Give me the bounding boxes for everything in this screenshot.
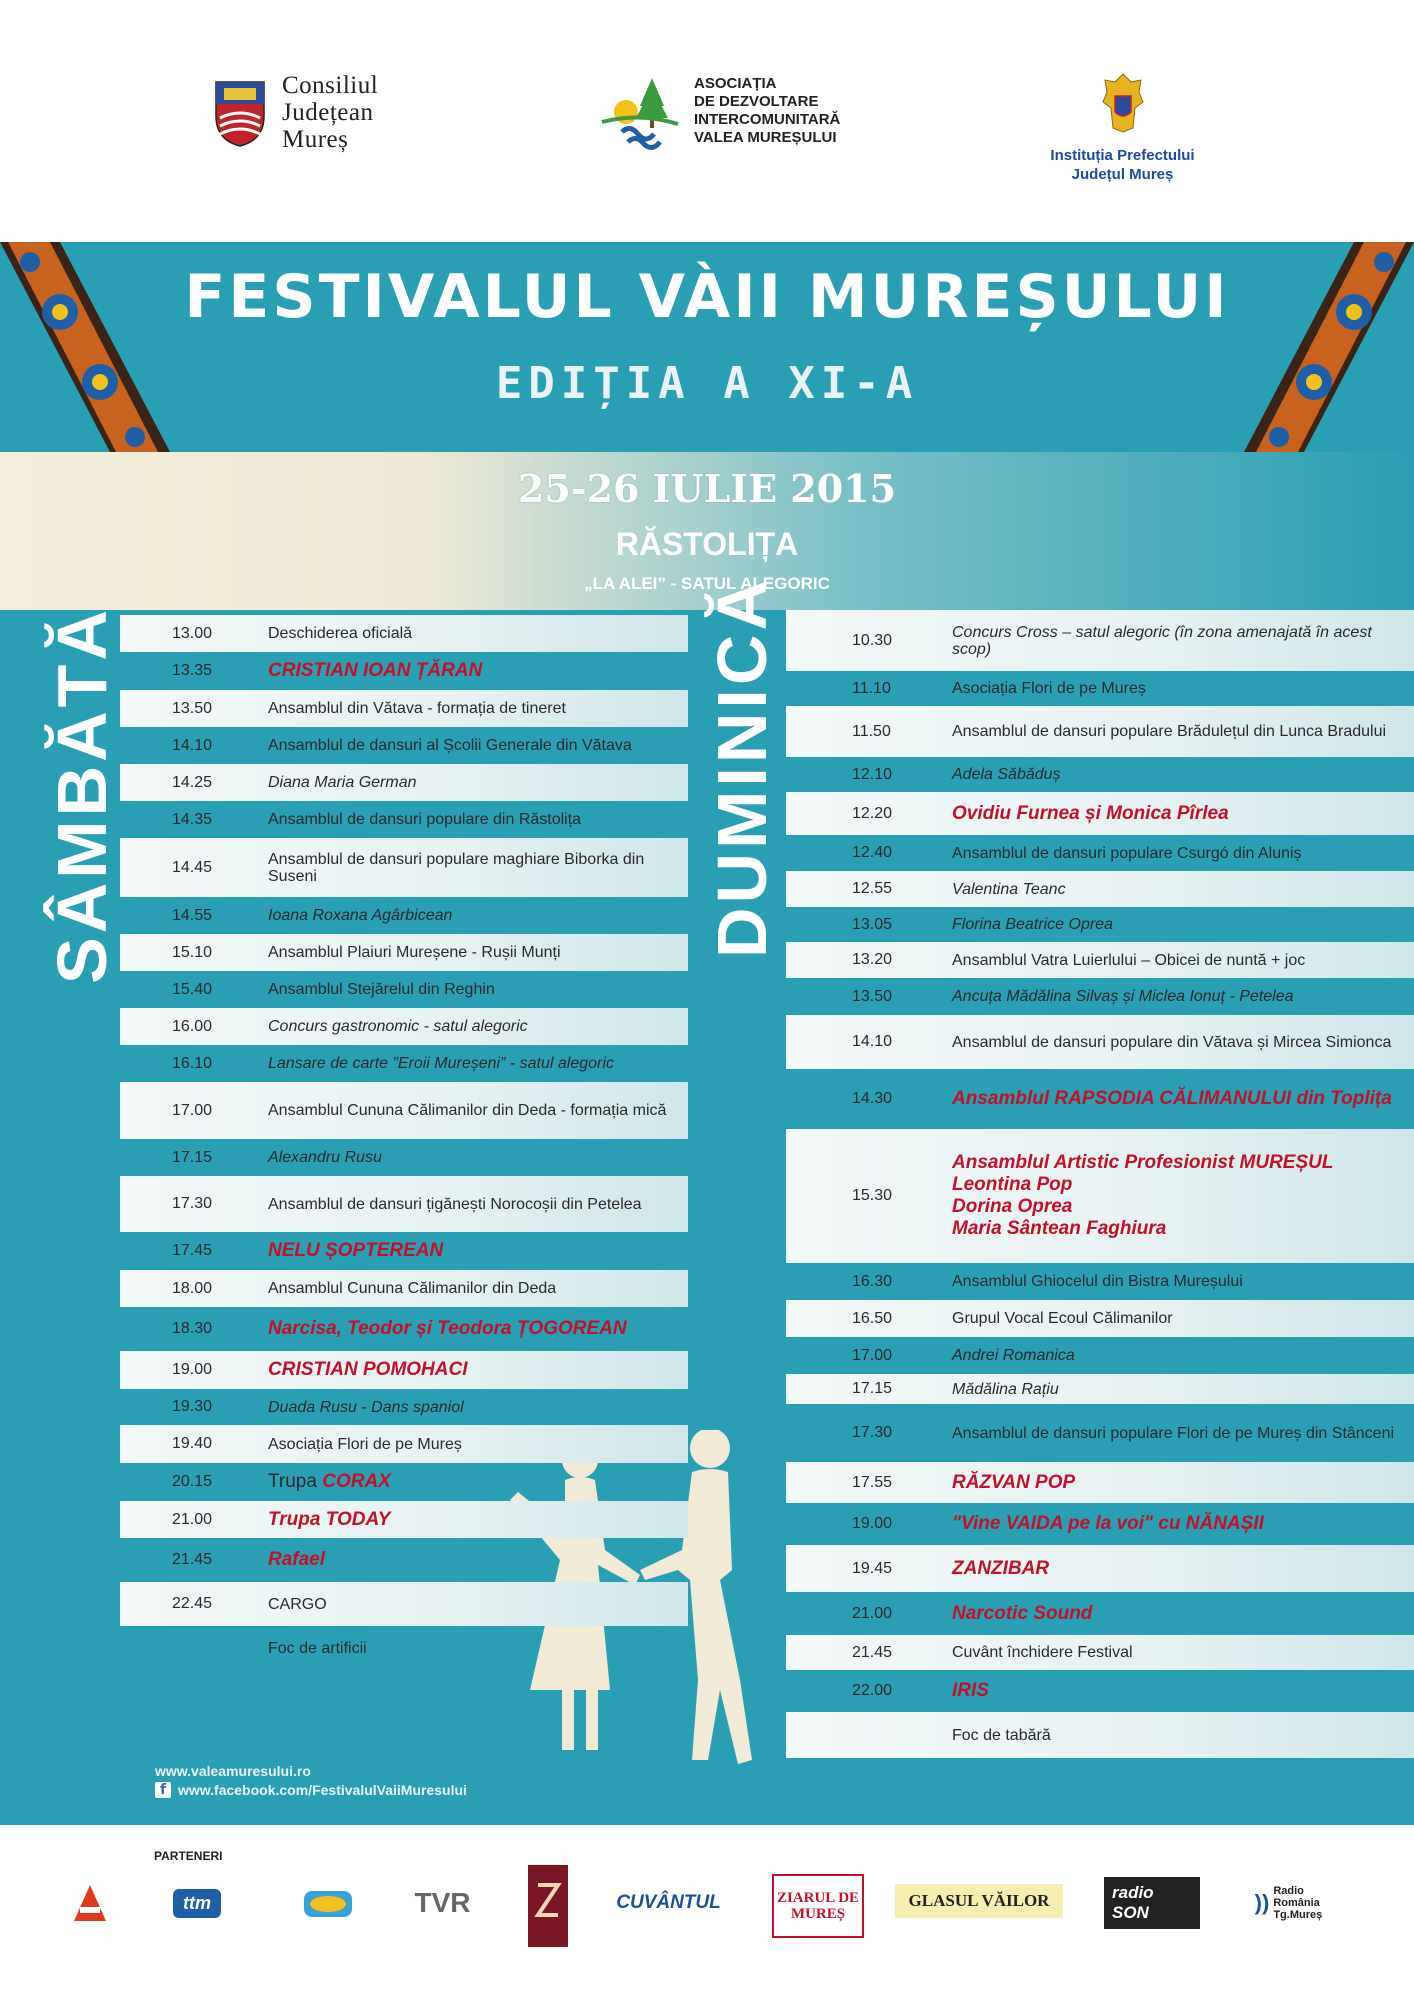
schedule-act-line: Adela Săbăduș (952, 766, 1061, 783)
schedule-act (268, 1196, 676, 1213)
schedule-act-line: Ovidiu Furnea și Monica Pîrlea (952, 802, 1229, 824)
schedule-act-line: Ansamblul Plaiuri Mureșene - Rușii Munți (268, 944, 561, 961)
schedule-time: 16.50 (852, 1309, 893, 1327)
schedule-time: 11.50 (852, 722, 891, 740)
schedule-time: 21.45 (172, 1551, 213, 1568)
schedule-act-line: NELU ȘOPTEREAN (268, 1240, 444, 1261)
schedule-act-line: Ansamblul de dansuri populare din Vătava și Mircea Simionca (952, 1033, 1392, 1051)
schedule-time: 17.15 (172, 1148, 213, 1166)
schedule-time: 10.30 (852, 631, 893, 649)
sunday-schedule-row (786, 1129, 1414, 1263)
schedule-act (268, 1473, 676, 1491)
schedule-act-line: Concurs gastronomic - satul alegoric (268, 1018, 528, 1035)
schedule-act-line: Ansamblul de dansuri populare maghiare Biborka din Suseni (268, 850, 645, 885)
schedule-act (952, 723, 1402, 740)
schedule-act-line: CRISTIAN POMOHACI (268, 1359, 468, 1380)
schedule-act-line: Ansamblul de dansuri populare Brădulețul din Lunca Bradului (952, 723, 1387, 740)
partner-radio-son-text: radio SON (1104, 1877, 1200, 1929)
schedule-time: 19.00 (172, 1361, 213, 1378)
schedule-act (268, 907, 676, 924)
cjm-name (282, 72, 378, 153)
sunday-schedule-row (786, 835, 1414, 871)
schedule-act (268, 1509, 676, 1531)
sunday-schedule-row (786, 1263, 1414, 1300)
schedule-time: 18.30 (172, 1320, 213, 1337)
sunday-schedule-row (786, 1503, 1414, 1545)
partner-radio-romania-logo (1244, 1868, 1344, 1938)
schedule-act-line: Ansamblul de dansuri populare Csurgó din Aluniș (952, 844, 1302, 862)
schedule-time: 12.40 (852, 844, 893, 861)
sunday-schedule-row (786, 1545, 1414, 1592)
schedule-act (268, 1399, 676, 1416)
saturday-schedule-row (120, 1139, 688, 1176)
schedule-act (268, 1436, 676, 1453)
saturday-schedule-row (120, 801, 688, 838)
schedule-act (952, 1603, 1402, 1625)
schedule-time: 16.30 (852, 1272, 893, 1290)
schedule-act-line: Trupa TODAY (268, 1508, 391, 1530)
schedule-time: 13.20 (852, 951, 893, 968)
schedule-time: 14.55 (172, 906, 213, 924)
schedule-time: 13.00 (172, 624, 213, 642)
schedule-act-line: Cuvânt închidere Festival (952, 1644, 1133, 1661)
schedule-time: 15.30 (852, 1187, 893, 1204)
festival-date: 25-26 IULIE 2015 (517, 466, 897, 511)
sunday-schedule-row (786, 1712, 1414, 1758)
schedule-act-line: Ansamblul de dansuri țigănești Norocoșii din Petelea (268, 1195, 642, 1213)
partner-ziarul-text: ZIARUL DE MUREȘ (776, 1890, 860, 1922)
partner-radio-romania-text: Radio România Tg.Mureș (1273, 1885, 1323, 1921)
schedule-act-highlight: CORAX (322, 1471, 391, 1492)
schedule-act (952, 845, 1402, 862)
sunday-schedule-row (786, 792, 1414, 835)
prefect-name (1035, 146, 1210, 184)
saturday-schedule-row (120, 971, 688, 1008)
schedule-act-line: CRISTIAN IOAN ȚĂRAN (268, 660, 483, 681)
schedule-time: 19.40 (172, 1435, 213, 1452)
sunday-schedule-row (786, 942, 1414, 978)
schedule-act (952, 952, 1402, 969)
partner-glasul-logo (895, 1884, 1063, 1918)
sunday-schedule-row (786, 1069, 1414, 1129)
schedule-act (952, 1381, 1402, 1398)
prefect-logo (1035, 72, 1210, 184)
schedule-act (952, 1347, 1402, 1364)
adi-line1: ASOCIAȚIA (694, 75, 777, 92)
cjm-crest-icon (212, 78, 268, 148)
schedule-act-extra-line: Leontina Pop (952, 1174, 1073, 1195)
saturday-schedule-row (120, 690, 688, 727)
festival-venue: „LA ALEI” - SATUL ALEGORIC (584, 574, 830, 593)
partner-tvr-logo (405, 1868, 480, 1938)
schedule-act (268, 1055, 676, 1072)
schedule-act-line: Diana Maria German (268, 774, 417, 791)
schedule-act (952, 1034, 1402, 1051)
schedule-act-line: Narcotic Sound (952, 1602, 1093, 1624)
schedule-act-line: Grupul Vocal Ecoul Călimanilor (952, 1310, 1173, 1327)
schedule-act (952, 1425, 1402, 1442)
schedule-act (952, 680, 1402, 697)
schedule-time: 21.45 (852, 1643, 893, 1661)
saturday-schedule-row (120, 1176, 688, 1232)
schedule-act (268, 1149, 676, 1166)
schedule-act-line: Lansare de carte ”Eroii Mureșeni” - satul alegoric (268, 1055, 614, 1072)
schedule-time: 16.10 (172, 1054, 213, 1072)
schedule-time: 17.30 (172, 1195, 213, 1212)
saturday-schedule-row (120, 652, 688, 690)
schedule-time: 21.00 (172, 1510, 213, 1528)
partner-cuvantul-text: CUVÂNTUL (616, 1892, 721, 1913)
cjm-line3: Mureș (282, 126, 349, 153)
schedule-act-line: Ansamblul Ghiocelul din Bistra Mureșului (952, 1273, 1243, 1290)
schedule-act (268, 1018, 676, 1035)
saturday-schedule-row (120, 1307, 688, 1351)
cjm-logo (212, 72, 378, 153)
schedule-act (952, 881, 1402, 898)
sunday-schedule-row (786, 978, 1414, 1015)
schedule-act (268, 811, 676, 828)
schedule-time: 17.55 (852, 1473, 893, 1491)
adi-line3: INTERCOMUNITARĂ (694, 111, 841, 128)
schedule-time: 19.30 (172, 1398, 213, 1415)
schedule-act (268, 1318, 676, 1340)
sunday-schedule-row (786, 1374, 1414, 1404)
schedule-time: 19.45 (852, 1559, 893, 1577)
schedule-act-line: Ansamblul Cununa Călimanilor din Deda (268, 1280, 557, 1297)
saturday-schedule-row (120, 1626, 688, 1670)
schedule-act (952, 1273, 1402, 1290)
schedule-act (268, 625, 676, 642)
saturday-schedule-row (120, 1582, 688, 1626)
saturday-schedule-row (120, 727, 688, 764)
partner-cuvantul-logo (606, 1868, 731, 1938)
schedule-act-line: ZANZIBAR (952, 1557, 1050, 1579)
partners-label: PARTENERI (154, 1849, 223, 1863)
sunday-schedule-row (786, 1670, 1414, 1712)
prefect-line2: Județul Mureș (1071, 166, 1174, 183)
schedule-act-line: Ansamblul de dansuri populare din Răstolița (268, 811, 582, 828)
schedule-act-line: Mădălina Rațiu (952, 1380, 1059, 1398)
schedule-act-line: "Vine VAIDA pe la voi" cu NĂNAȘII (952, 1513, 1264, 1534)
sunday-schedule-row (786, 907, 1414, 942)
schedule-time: 15.10 (172, 943, 213, 961)
festival-title: FESTIVALUL VÀII MUREȘULUI (184, 262, 1230, 332)
schedule-act-line: Asociația Flori de pe Mureș (952, 680, 1146, 697)
schedule-time: 14.30 (852, 1090, 893, 1107)
schedule-act-line: Ansamblul Cununa Călimanilor din Deda - formația mică (268, 1102, 667, 1119)
schedule-act-line: Ansamblul Artistic Profesionist MUREȘUL (952, 1152, 1334, 1173)
schedule-act (952, 1152, 1402, 1240)
schedule-act-line: Valentina Teanc (952, 880, 1066, 898)
sunday-schedule-row (786, 1462, 1414, 1503)
saturday-schedule-row (120, 1008, 688, 1045)
saturday-schedule-row (120, 838, 688, 897)
facebook-icon: f (155, 1782, 171, 1798)
schedule-time: 18.00 (172, 1279, 213, 1297)
sunday-schedule-row (786, 610, 1414, 671)
cjm-line2: Județean (282, 99, 374, 126)
antena-logo-icon (65, 1868, 115, 1938)
festival-place: RĂSTOLIȚA (615, 526, 799, 562)
schedule-act-line: Ansamblul Vatra Luierlului – Obicei de nuntă + joc (952, 951, 1306, 969)
schedule-act (268, 1280, 676, 1297)
edition-subtitle: EDIȚIA A XI-A (495, 358, 919, 409)
schedule-act (952, 988, 1402, 1005)
sunday-schedule-row (786, 1592, 1414, 1635)
schedule-act (268, 1359, 676, 1381)
partner-ttm-text: ttm (173, 1889, 221, 1918)
schedule-act (268, 981, 676, 998)
partner-tvr-text: TVR (414, 1887, 471, 1918)
saturday-label: SÂMBĂTĂ (43, 606, 121, 984)
schedule-act-line: Ioana Roxana Agârbicean (268, 907, 453, 924)
header-logos (0, 0, 1414, 240)
schedule-act-line: Ancuța Mădălina Silvaș și Miclea Ionuț - Petelea (952, 988, 1294, 1005)
schedule-act (952, 1558, 1402, 1580)
schedule-act-line: Asociația Flori de pe Mureș (268, 1435, 462, 1453)
schedule-time: 17.30 (852, 1424, 893, 1441)
zi-de-zi-logo-icon (527, 1864, 569, 1948)
schedule-act (268, 1102, 676, 1119)
schedule-act (952, 1310, 1402, 1327)
schedule-act-line: Foc de artificii (268, 1639, 367, 1657)
schedule-act-extra-line: Maria Sântean Faghiura (952, 1218, 1167, 1239)
sunday-schedule-row (786, 1404, 1414, 1462)
schedule-time: 11.10 (852, 679, 891, 697)
schedule-act (952, 1472, 1402, 1494)
schedule-time: 14.10 (852, 1033, 893, 1050)
partner-ziarul-logo (772, 1874, 864, 1938)
cjm-line1: Consiliul (282, 72, 379, 99)
schedule-act-line: Foc de tabără (952, 1726, 1051, 1744)
schedule-act-line: Concurs Cross – satul alegoric (în zona amenajată în acest scop) (952, 623, 1372, 658)
schedule-time: 21.00 (852, 1604, 893, 1622)
schedule-act-line: CARGO (268, 1595, 327, 1613)
saturday-schedule-row (120, 615, 688, 652)
schedule-time: 17.15 (852, 1380, 893, 1397)
schedule-time: 12.10 (852, 765, 893, 783)
schedule-act-prefix: Trupa (268, 1471, 323, 1492)
schedule-time: 22.00 (852, 1682, 893, 1699)
schedule-time: 14.35 (172, 810, 213, 828)
saturday-schedule-row (120, 1389, 688, 1425)
sunday-label: DUMINICĂ (703, 576, 781, 958)
schedule-act (268, 737, 676, 754)
schedule-act (952, 916, 1402, 933)
schedule-act (952, 1644, 1402, 1661)
schedule-time: 12.20 (852, 804, 893, 822)
schedule-act-line: Ansamblul Stejărelul din Reghin (268, 981, 495, 998)
atica-tv-logo-icon (300, 1868, 356, 1938)
saturday-schedule-row (120, 1538, 688, 1582)
schedule-act (268, 1596, 676, 1613)
schedule-time: 17.00 (172, 1101, 213, 1119)
schedule-time: 12.55 (852, 880, 893, 897)
saturday-schedule-row (120, 1351, 688, 1389)
schedule-time: 13.35 (172, 662, 213, 679)
schedule-act (952, 803, 1402, 825)
schedule-act-line: RĂZVAN POP (952, 1471, 1076, 1493)
schedule-time: 17.00 (852, 1346, 893, 1364)
sunday-schedule-row (786, 1635, 1414, 1670)
valea-muresului-emblem-icon (600, 72, 680, 150)
schedule-act-line: IRIS (952, 1680, 989, 1701)
schedule-act (268, 851, 676, 885)
sunday-schedule-row (786, 871, 1414, 907)
schedule-act-line: Rafael (268, 1549, 326, 1570)
schedule-time: 20.15 (172, 1473, 213, 1490)
schedule-act-line: Ansamblul de dansuri al Școlii Generale din Vătava (268, 737, 632, 754)
sunday-schedule-row (786, 1337, 1414, 1374)
schedule-act-line: Andrei Romanica (952, 1347, 1075, 1364)
saturday-schedule-row (120, 1232, 688, 1270)
schedule-act-line: Alexandru Rusu (268, 1149, 382, 1166)
saturday-schedule-row (120, 764, 688, 801)
sunday-schedule-row (786, 671, 1414, 706)
sunday-schedule-row (786, 757, 1414, 792)
saturday-schedule-row (120, 1045, 688, 1082)
sunday-schedule-row (786, 1015, 1414, 1069)
schedule-act (268, 700, 676, 717)
partner-glasul-text: GLASUL VĂILOR (908, 1891, 1050, 1910)
saturday-schedule-row (120, 1270, 688, 1307)
schedule-act-line: Florina Beatrice Oprea (952, 916, 1113, 933)
schedule-act (268, 1549, 676, 1571)
sunday-schedule-row (786, 1300, 1414, 1337)
partner-ttm-logo (152, 1868, 242, 1938)
schedule-act (952, 1680, 1402, 1702)
saturday-schedule-row (120, 1082, 688, 1139)
schedule-time: 14.45 (172, 858, 213, 876)
sunday-schedule-row (786, 706, 1414, 757)
schedule-act (268, 660, 676, 682)
schedule-act (268, 1640, 676, 1657)
schedule-act (952, 1088, 1402, 1110)
schedule-act (952, 766, 1402, 783)
saturday-schedule-row (120, 1463, 688, 1501)
schedule-time: 16.00 (172, 1017, 213, 1035)
adi-logo (600, 72, 840, 150)
partner-radio-son-logo (1104, 1868, 1200, 1938)
schedule-time: 13.50 (852, 987, 893, 1005)
romania-coat-of-arms-icon (1101, 72, 1145, 134)
schedule-act-extra-line: Dorina Oprea (952, 1196, 1073, 1217)
schedule-act-line: Duada Rusu - Dans spaniol (268, 1398, 464, 1416)
schedule-act (268, 944, 676, 961)
facebook-link[interactable]: www.facebook.com/FestivalulVaiiMuresului (178, 1782, 467, 1798)
schedule-act-line: Ansamblul RAPSODIA CĂLIMANULUI din Toplița (952, 1088, 1392, 1109)
saturday-schedule-row (120, 934, 688, 971)
schedule-act (952, 1513, 1402, 1535)
schedule-time: 22.45 (172, 1595, 213, 1612)
adi-name (694, 75, 840, 147)
saturday-schedule-row (120, 1425, 688, 1463)
schedule-act-line: Narcisa, Teodor și Teodora ȚOGOREAN (268, 1318, 627, 1339)
website-link[interactable]: www.valeamuresului.ro (155, 1763, 311, 1779)
radio-romania-wave-icon: )) (1254, 1890, 1270, 1915)
schedule-time: 14.10 (172, 736, 213, 754)
schedule-time: 15.40 (172, 980, 213, 998)
saturday-schedule-row (120, 1501, 688, 1538)
schedule-act (268, 774, 676, 791)
schedule-act-line: Ansamblul de dansuri populare Flori de pe Mureș din Stânceni (952, 1424, 1395, 1442)
schedule-time: 17.45 (172, 1242, 213, 1259)
schedule-act (268, 1240, 676, 1262)
schedule-act-line: Ansamblul din Vătava - formația de tineret (268, 700, 566, 717)
schedule-act (952, 1727, 1402, 1744)
schedule-act (952, 624, 1402, 658)
schedule-time: 13.50 (172, 699, 213, 717)
adi-line2: DE DEZVOLTARE (694, 93, 819, 110)
schedule-time: 13.05 (852, 915, 893, 933)
schedule-act-line: Deschiderea oficială (268, 625, 413, 642)
adi-line4: VALEA MUREȘULUI (694, 129, 837, 146)
schedule-time: 14.25 (172, 773, 213, 791)
saturday-schedule-row (120, 897, 688, 934)
schedule-time: 19.00 (852, 1515, 893, 1532)
prefect-line1: Instituția Prefectului (1050, 147, 1195, 164)
